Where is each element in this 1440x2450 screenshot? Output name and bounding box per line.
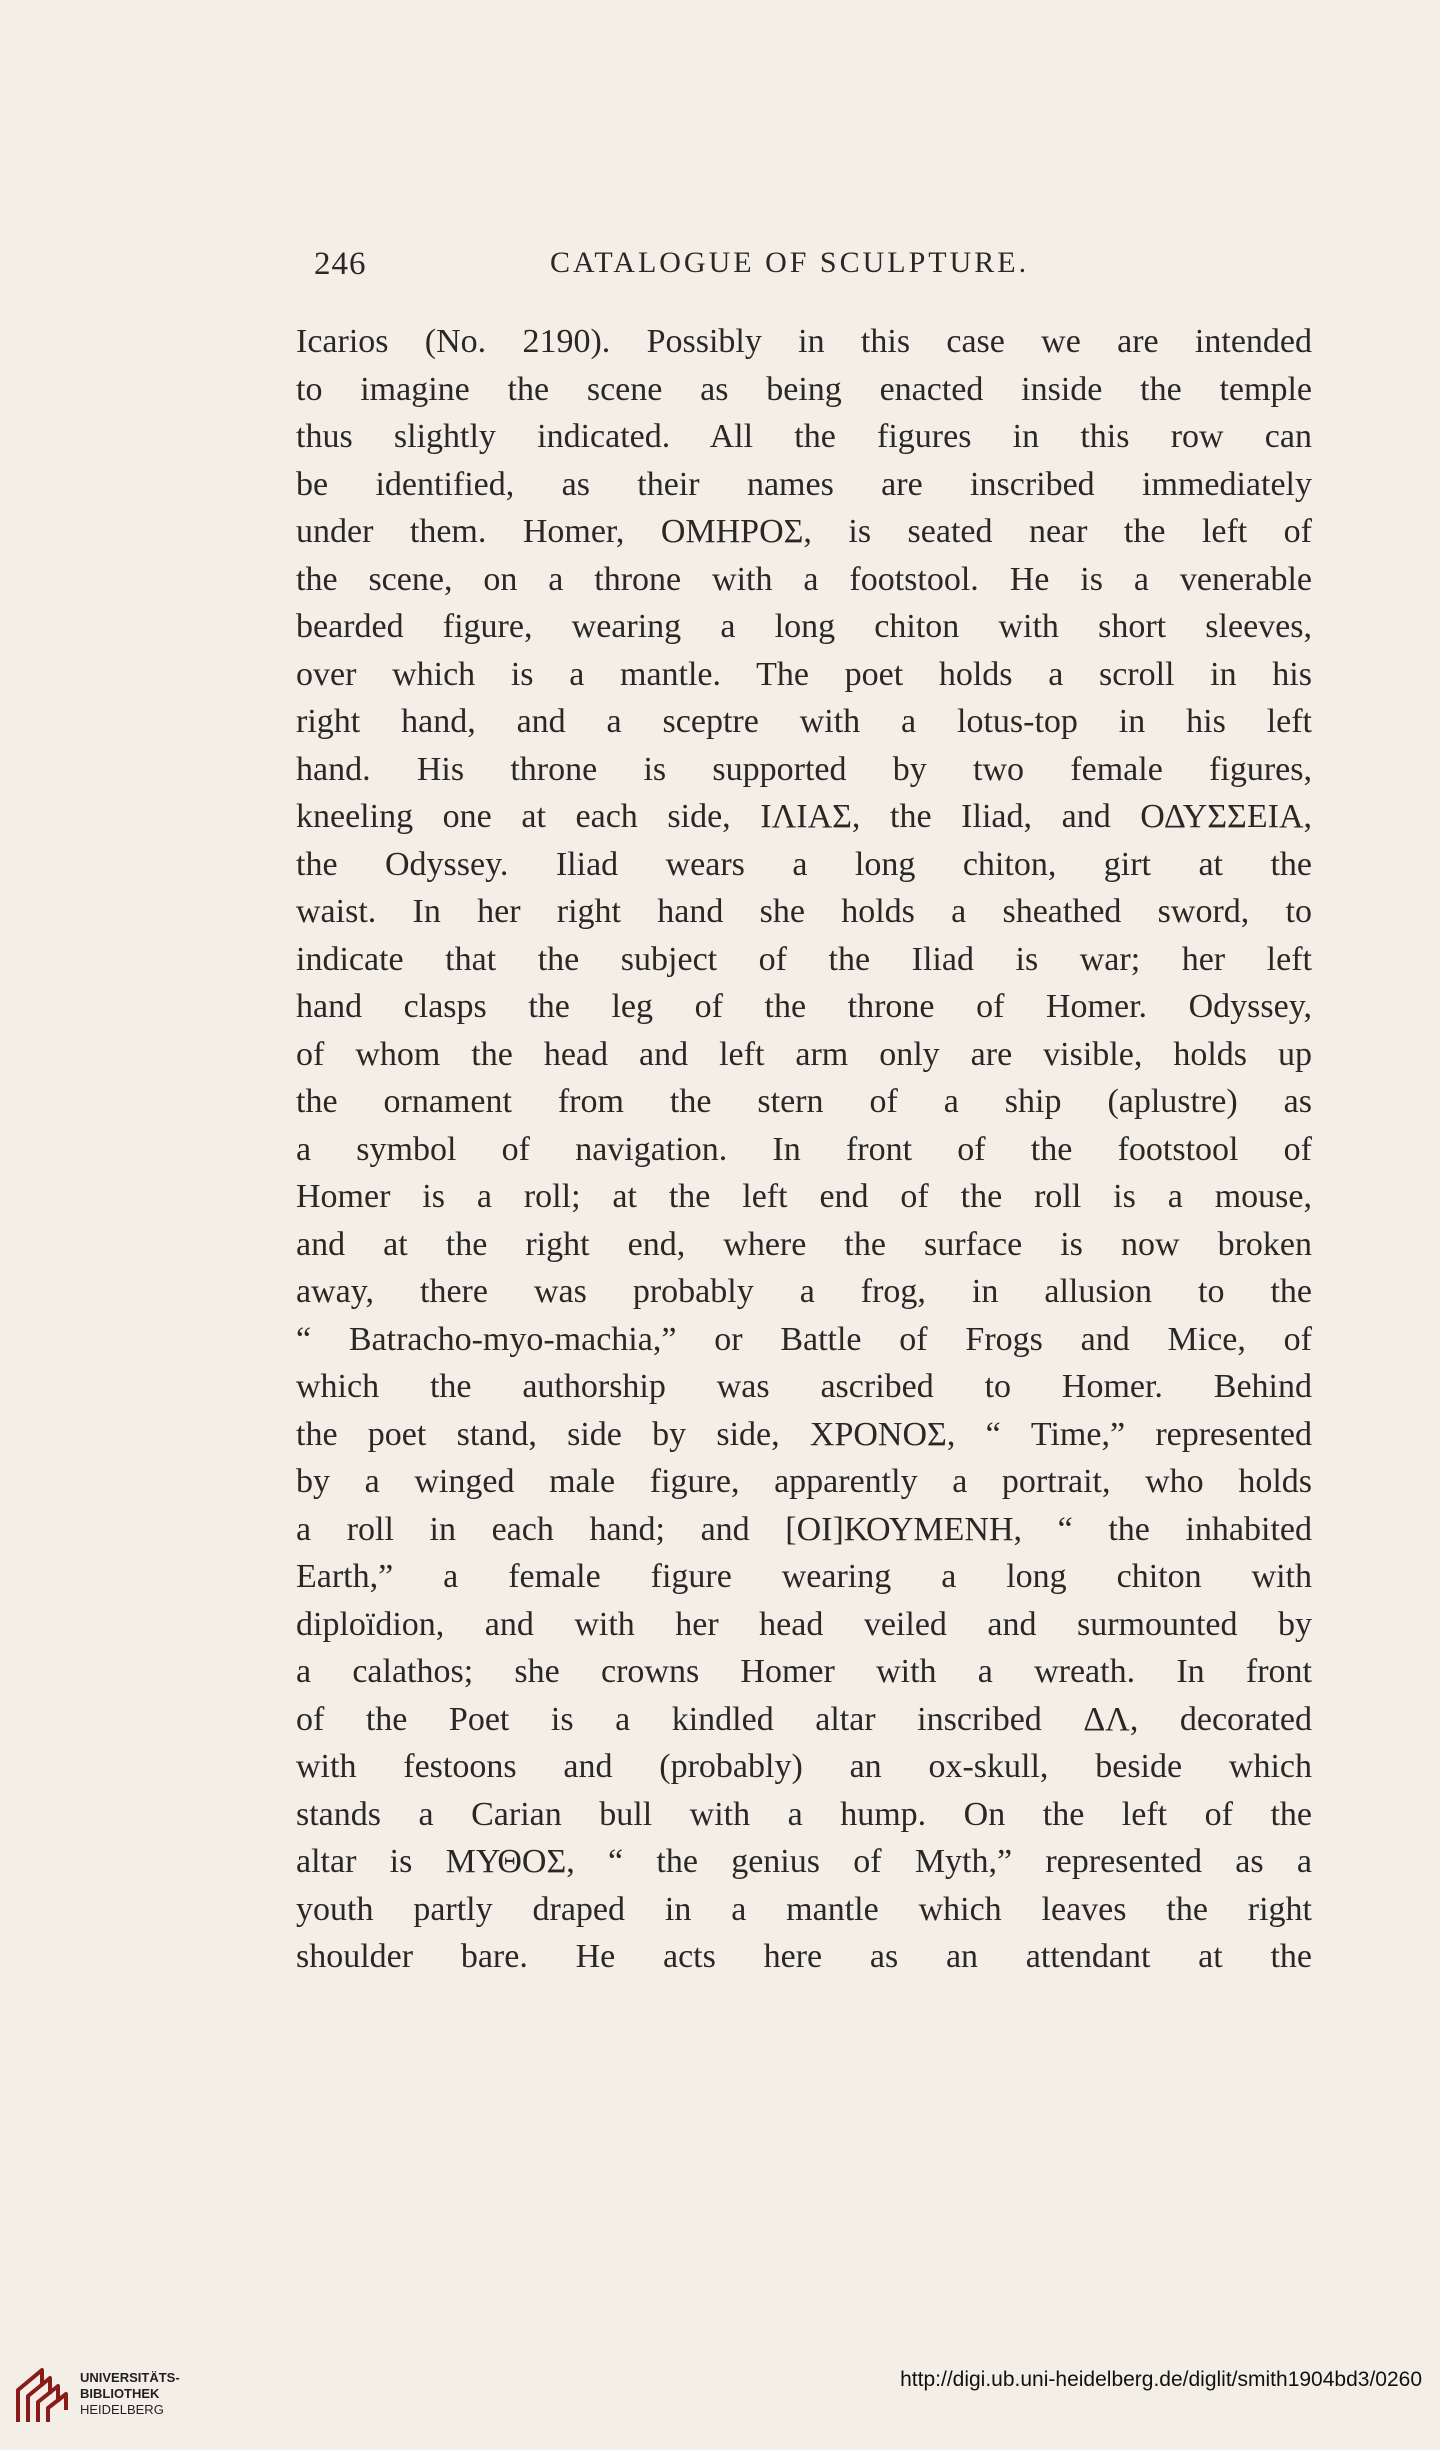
logo-line: BIBLIOTHEK [80,2386,160,2401]
text-line: the Odyssey. Iliad wears a long chiton, girt at the [296,845,1312,883]
text-line: over which is a mantle. The poet holds a scroll in his [296,655,1312,693]
text-line: with festoons and (probably) an ox-skull, beside which [296,1748,1312,1785]
running-title: CATALOGUE OF SCULPTURE. [550,246,1030,279]
text-line: a symbol of navigation. In front of the footstool of [296,1130,1312,1168]
text-line: bearded figure, wearing a long chiton with short sleeves, [296,608,1312,645]
text-line: a calathos; she crowns Homer with a wreath. In front [296,1653,1312,1690]
text-line: the scene, on a throne with a footstool. He is a venerable [296,560,1312,598]
text-line: altar is ΜΥΘΟΣ, “ the genius of Myth,” represented as a [296,1843,1312,1880]
text-line: waist. In her right hand she holds a sheathed sword, to [296,893,1312,930]
text-line: under them. Homer, ΟΜΗΡΟΣ, is seated near the left of [296,513,1312,550]
library-logo-icon [14,2364,70,2426]
text-line: the poet stand, side by side, ΧΡΟΝΟΣ, “ Time,” represented [296,1415,1312,1453]
text-line: indicate that the subject of the Iliad is war; her left [296,940,1312,978]
text-line: which the authorship was ascribed to Homer. Behind [296,1368,1312,1405]
text-line: diploïdion, and with her head veiled and surmounted by [296,1605,1312,1643]
text-line: stands a Carian bull with a hump. On the left of the [296,1795,1312,1833]
logo-line: HEIDELBERG [80,2402,164,2417]
library-logo-text [80,2370,180,2418]
running-head [300,246,1300,292]
text-line: be identified, as their names are inscribed immediately [296,465,1312,503]
text-line: and at the right end, where the surface is now broken [296,1225,1312,1263]
text-line: shoulder bare. He acts here as an attendant at the [296,1938,1312,1975]
logo-line: UNIVERSITÄTS- [80,2370,180,2385]
text-line: Earth,” a female figure wearing a long chiton with [296,1558,1312,1595]
body-text [296,318,1312,1981]
text-line: of the Poet is a kindled altar inscribed ΔΛ, decorated [296,1700,1312,1738]
text-line: hand. His throne is supported by two female figures, [296,750,1312,788]
text-line: Icarios (No. 2190). Possibly in this case we are intended [296,323,1312,360]
text-line: away, there was probably a frog, in allusion to the [296,1273,1312,1310]
text-line: to imagine the scene as being enacted inside the temple [296,370,1312,408]
text-line: youth partly draped in a mantle which leaves the right [296,1890,1312,1928]
text-line: of whom the head and left arm only are visible, holds up [296,1035,1312,1073]
text-line: “ Batracho-myo-machia,” or Battle of Frogs and Mice, of [296,1320,1312,1358]
text-line: a roll in each hand; and [ΟΙ]ΚΟΥΜΕΝΗ, “ the inhabited [296,1510,1312,1548]
text-line: right hand, and a sceptre with a lotus-top in his left [296,703,1312,740]
text-line: the ornament from the stern of a ship (aplustre) as [296,1083,1312,1120]
text-line: thus slightly indicated. All the figures in this row can [296,418,1312,455]
text-line: hand clasps the leg of the throne of Homer. Odyssey, [296,988,1312,1025]
page-number: 246 [314,246,367,282]
library-logo [14,2360,214,2432]
text-line: kneeling one at each side, ΙΛΙΑΣ, the Iliad, and ΟΔΥΣΣΕΙΑ, [296,798,1312,835]
source-url-link[interactable]: http://digi.ub.uni-heidelberg.de/diglit/smith1904bd3/0260 [900,2368,1422,2391]
text-line: by a winged male figure, apparently a portrait, who holds [296,1463,1312,1500]
text-line: Homer is a roll; at the left end of the roll is a mouse, [296,1178,1312,1215]
